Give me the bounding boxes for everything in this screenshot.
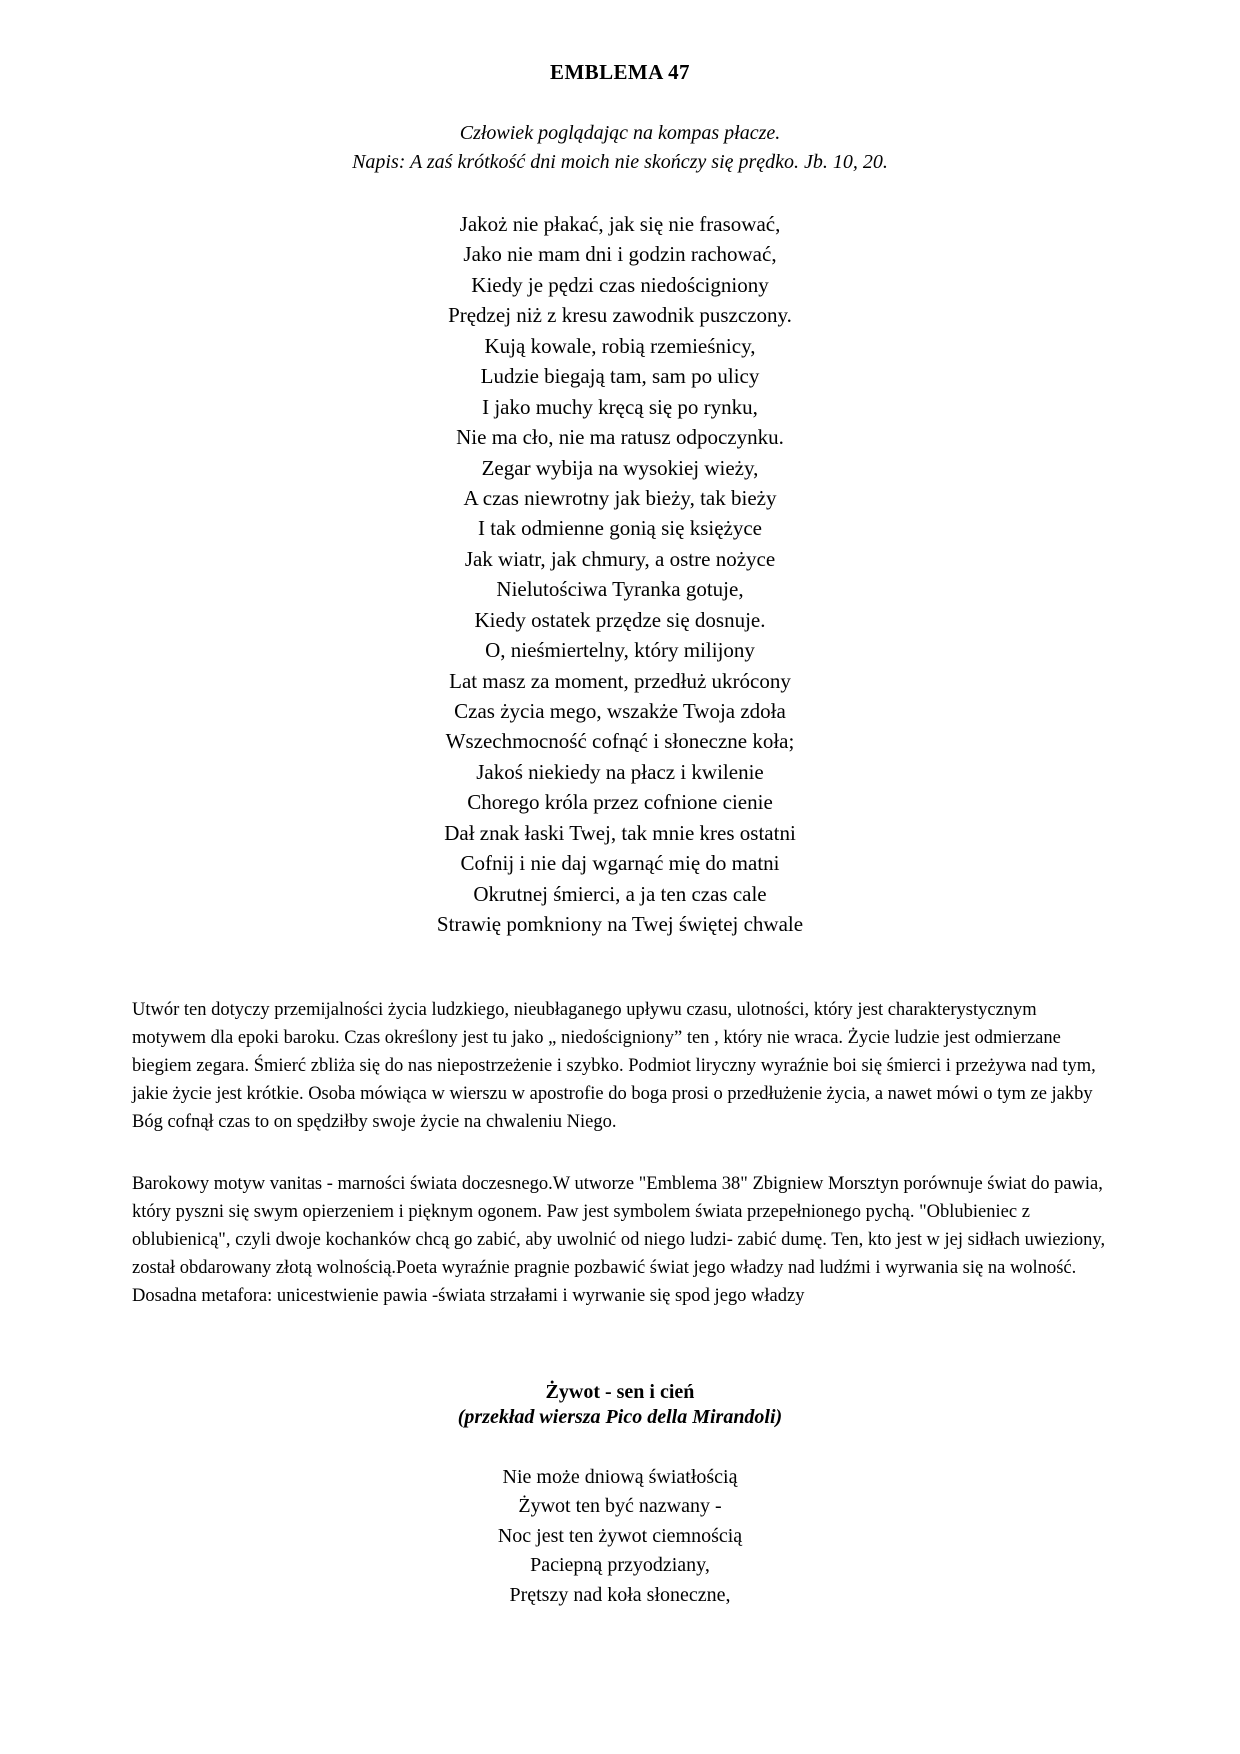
page-title: EMBLEMA 47 (550, 60, 690, 84)
poem-line: Jakoż nie płakać, jak się nie frasować, (459, 212, 781, 236)
poem-line: Jak wiatr, jak chmury, a ostre nożyce (464, 546, 776, 571)
poem-line: Kiedy je pędzi czas niedościgniony (471, 272, 769, 297)
poem-line: Kują kowale, robią rzemieśnicy, (484, 333, 756, 358)
poem-line: Nie może dniową światłością (502, 1465, 738, 1488)
poem-line: Żywot ten być nazwany - (518, 1495, 722, 1518)
poem-line: Paciepną przyodziany, (530, 1554, 710, 1577)
poem-line: Strawię pomkniony na Twej świętej chwale (436, 912, 804, 937)
poem-line: Kiedy ostatek przędze się dosnuje. (474, 607, 766, 632)
poem-line: A czas niewrotny jak bieży, tak bieży (463, 485, 777, 510)
epigraph-line: Napis: A zaś krótkość dni moich nie skończy się prędko. Jb. 10, 20. (352, 151, 888, 173)
poem-line: Jakoś niekiedy na płacz i kwilenie (476, 759, 764, 784)
epigraph-line: Człowiek poglądając na kompas płacze. (459, 122, 781, 144)
poem-line: I tak odmienne gonią się księżyce (478, 516, 762, 541)
poem-line: Chorego króla przez cofnione cienie (467, 790, 773, 815)
poem-line: Zegar wybija na wysokiej wieży, (481, 455, 759, 480)
poem-line: Jako nie mam dni i godzin rachować, (463, 242, 777, 267)
section-subtitle: (przekład wiersza Pico della Mirandoli) (457, 1405, 783, 1428)
poem-line: Prętszy nad koła słoneczne, (509, 1583, 731, 1606)
poem-body (132, 209, 1108, 940)
poem-line: Cofnij i nie daj wgarnąć mię do matni (460, 851, 780, 876)
section-title: Żywot - sen i cień (545, 1380, 695, 1403)
poem-line: Prędzej niż z kresu zawodnik puszczony. (448, 303, 792, 328)
poem-line: Ludzie biegają tam, sam po ulicy (480, 364, 760, 389)
poem-line: Wszechmocność cofnąć i słoneczne koła; (445, 729, 795, 754)
epigraph (132, 119, 1108, 177)
poem-line: Dał znak łaski Twej, tak mnie kres ostatni (444, 820, 796, 845)
poem-line: Nie ma cło, nie ma ratusz odpoczynku. (456, 425, 784, 450)
poem-line: Noc jest ten żywot ciemnością (497, 1524, 743, 1547)
commentary (132, 996, 1108, 1311)
poem-line: I jako muchy kręcą się po rynku, (482, 394, 758, 419)
poem-line: Czas życia mego, wszakże Twoja zdoła (454, 699, 786, 723)
poem-line: O, nieśmiertelny, który milijony (485, 638, 755, 663)
poem-line: Nielutościwa Tyranka gotuje, (496, 577, 744, 602)
commentary-paragraph: Utwór ten dotyczy przemijalności życia ludzkiego, nieubłaganego upływu czasu, ulotności, który jest charakterystycznym motywem dla epoki baroku. Czas określony jest tu jako „ niedościgniony” ten , który nie wraca. Życie ludzie jest odmierzane biegiem zegara. Śmierć zbliża się do nas niepostrzeżenie i szybko. Podmiot liryczny wyraźnie boi się śmierci i przeżywa nad tym, jakie życie jest krótkie. Osoba mówiąca w wierszu w apostrofie do boga prosi o przedłużenie życia, a nawet mówi o tym ze jakby Bóg cofnął czas to on spędziłby swoje życie na chwaleniu Niego. (132, 999, 1096, 1132)
poem-line: Lat masz za moment, przedłuż ukrócony (449, 668, 791, 693)
poem-line: Okrutnej śmierci, a ja ten czas cale (473, 881, 767, 906)
second-poem-body (132, 1463, 1108, 1611)
commentary-paragraph: Barokowy motyw vanitas - marności świata doczesnego.W utworze "Emblema 38" Zbigniew Morsztyn porównuje świat do pawia, który pyszni się swym opierzeniem i pięknym ogonem. Paw jest symbolem świata przepełnionego pychą. "Oblubieniec z oblubienicą", czyli dwoje kochanków chcą go zabić, aby uwolnić od niego ludzi- zabić dumę. Ten, kto jest w jej sidłach uwieziony, został obdarowany złotą wolnością.Poeta wyraźnie pragnie pozbawić świat jego władzy nad ludźmi i wyrwania się na wolność. Dosadna metafora: unicestwienie pawia -świata strzałami i wyrwanie się spod jego władzy (132, 1174, 1106, 1307)
